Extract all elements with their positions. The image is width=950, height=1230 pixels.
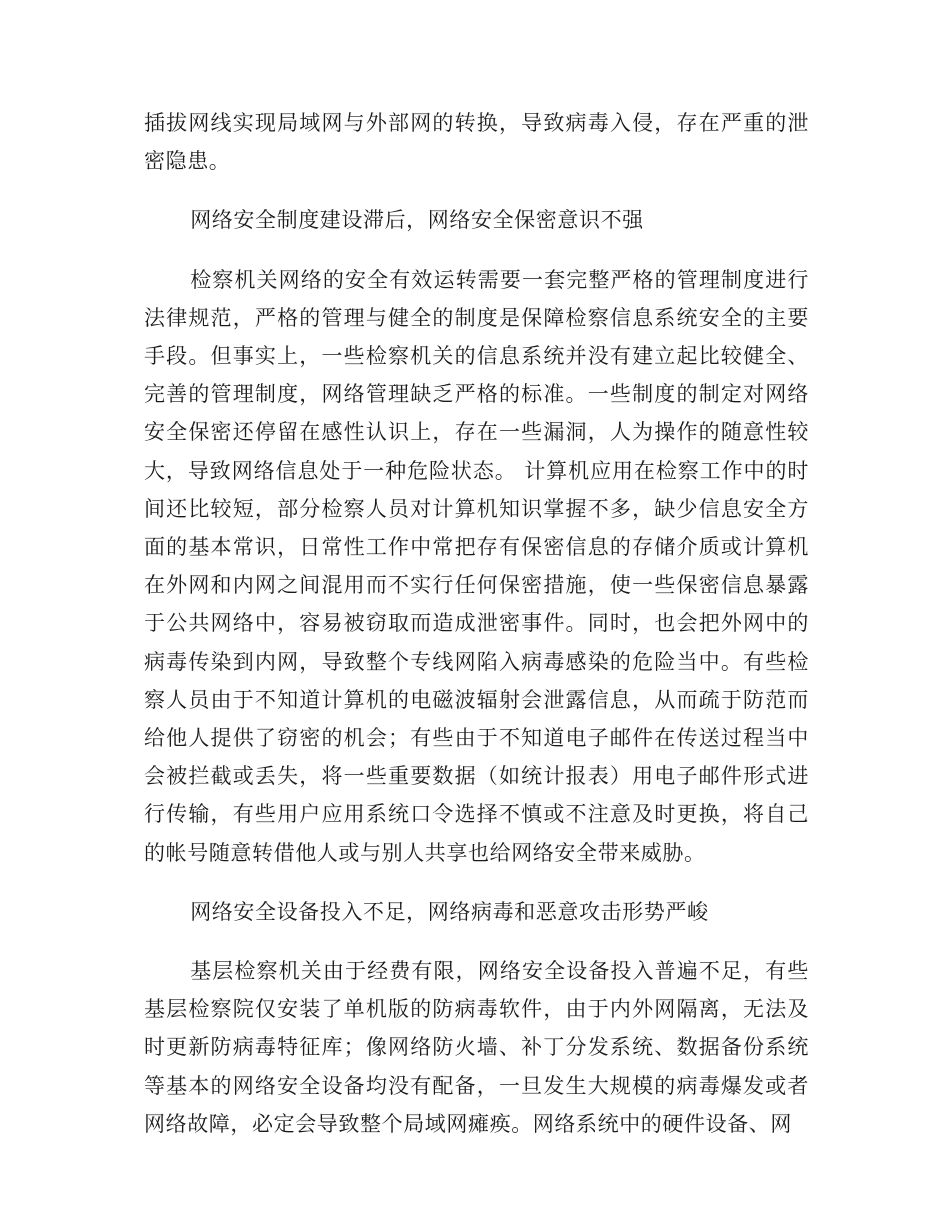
paragraph-continuation: 插拔网线实现局域网与外部网的转换，导致病毒入侵，存在严重的泄密隐患。 [144, 111, 809, 174]
section-heading-2: 网络安全设备投入不足，网络病毒和恶意攻击形势严峻 [190, 899, 709, 924]
section-heading-1: 网络安全制度建设滞后，网络安全保密意识不强 [190, 208, 644, 233]
paragraph-3: 基层检察机关由于经费有限，网络安全设备投入普遍不足，有些基层检察院仅安装了单机版的防病毒软件，由于内外网隔离，无法及时更新防病毒特征库；像网络防火墙、补丁分发系统、数据备份系统等基本的网络安全设备均没有配备，一旦发生大规模的病毒爆发或者网络故障，必定会导致整个局域网瘫痪。网络系统中的硬件设备、网 [144, 959, 809, 1136]
paragraph-gap [144, 240, 809, 261]
paragraph-gap [144, 931, 809, 952]
paragraph-2: 检察机关网络的安全有效运转需要一套完整严格的管理制度进行法律规范，严格的管理与健全的制度是保障检察信息系统安全的主要手段。但事实上，一些检察机关的信息系统并没有建立起比较健全、完善的管理制度，网络管理缺乏严格的标准。一些制度的制定对网络安全保密还停留在感性认识上，存在一些漏洞，人为操作的随意性较大，导致网络信息处于一种危险状态。 计算机应用在检察工作中的时间还比较短，部分检察人员对计算机知识掌握不多，缺少信息安全方面的基本常识，日常性工作中常把存有保密信息的存储介质或计算机在外网和内网之间混用而不实行任何保密措施，使一些保密信息暴露于公共网络中，容易被窃取而造成泄密事件。同时，也会把外网中的病毒传染到内网，导致整个专线网陷入病毒感染的危险当中。有些检察人员由于不知道计算机的电磁波辐射会泄露信息，从而疏于防范而给他人提供了窃密的机会；有些由于不知道电子邮件在传送过程当中会被拦截或丢失，将一些重要数据（如统计报表）用电子邮件形式进行传输，有些用户应用系统口令选择不慎或不注意及时更换，将自己的帐号随意转借他人或与别人共享也给网络安全带来威胁。 [144, 267, 809, 865]
paragraph-gap [144, 180, 809, 201]
paragraph-gap [144, 872, 809, 893]
document-body [144, 104, 809, 1143]
